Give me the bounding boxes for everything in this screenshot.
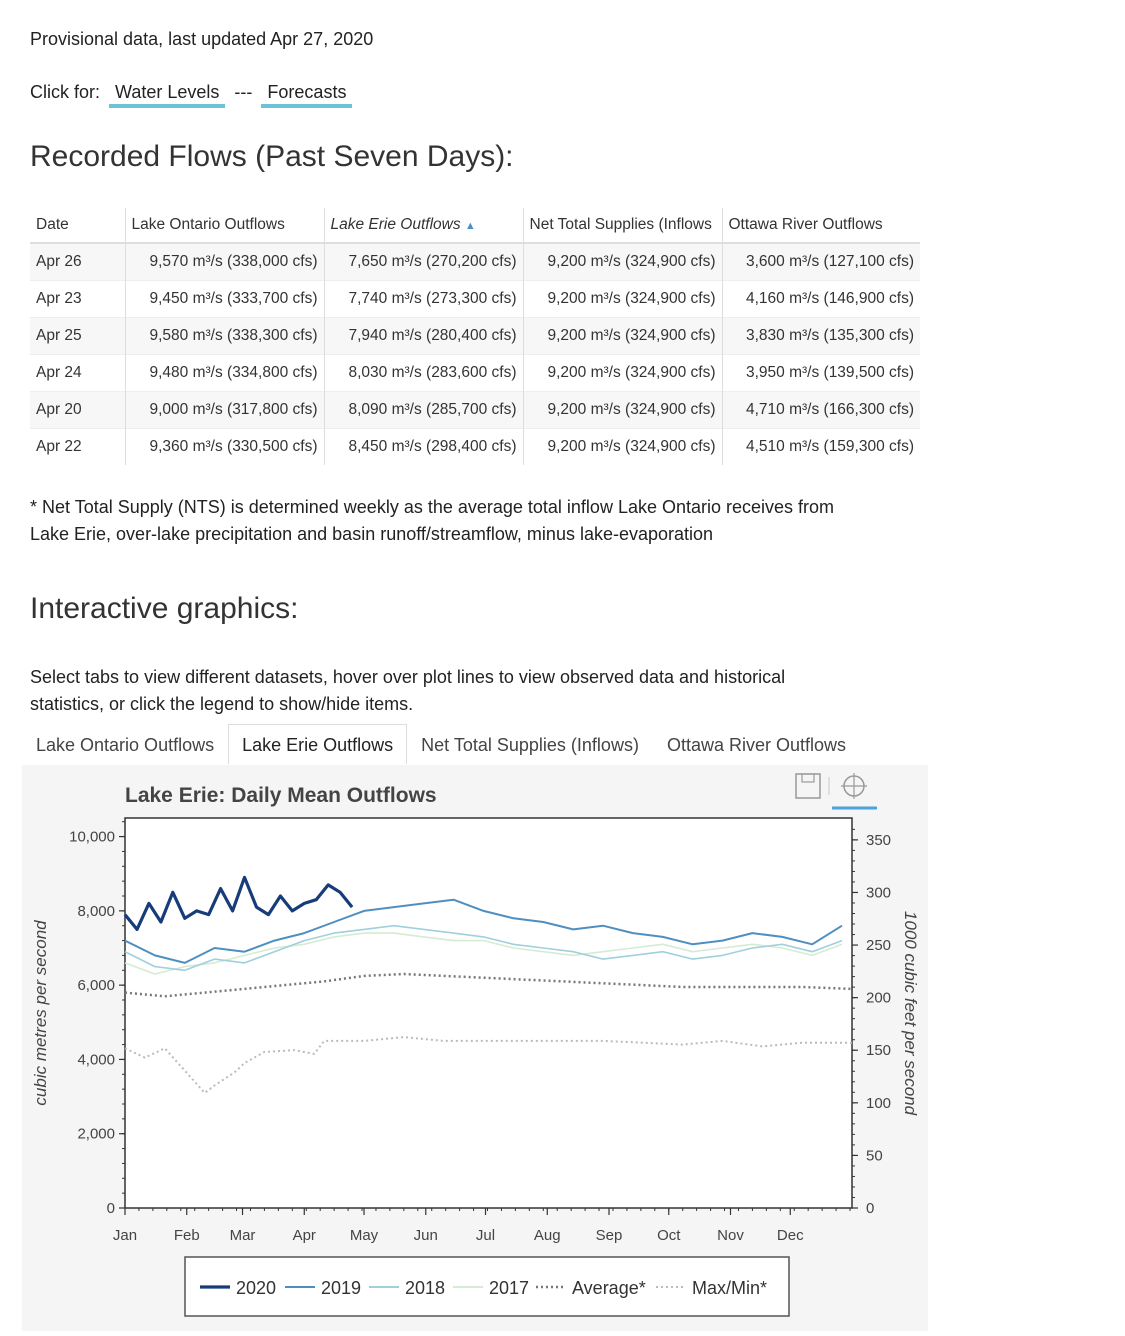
cell-erie: 7,940 m³/s (280,400 cfs) <box>324 318 523 355</box>
chart-panel <box>22 765 928 1331</box>
table-row <box>30 281 920 318</box>
cell-ottawa: 4,710 m³/s (166,300 cfs) <box>722 392 920 429</box>
recorded-flows-title: Recorded Flows (Past Seven Days): <box>30 140 514 173</box>
graphics-description-line1: Select tabs to view different datasets, hover over plot lines to view observed data and historical <box>30 667 786 687</box>
tab-lake-erie-outflows[interactable]: Lake Erie Outflows <box>228 724 407 764</box>
col-header-date[interactable]: Date <box>30 208 125 243</box>
x-tick-label: Aug <box>533 1227 561 1244</box>
table-row <box>30 355 920 392</box>
cell-date: Apr 26 <box>30 243 125 281</box>
y2-tick-label: 50 <box>866 1147 883 1165</box>
dataset-tabs <box>22 724 860 764</box>
x-tick-label: Mar <box>229 1227 256 1244</box>
cell-erie: 7,740 m³/s (273,300 cfs) <box>324 281 523 318</box>
y2-tick-label: 200 <box>866 989 892 1007</box>
col-header-erie-label: Lake Erie Outflows <box>330 216 461 233</box>
y2-tick-label: 0 <box>866 1200 875 1217</box>
cell-nts: 9,200 m³/s (324,900 cfs) <box>523 355 722 392</box>
x-tick-label: May <box>349 1227 379 1244</box>
tab-lake-ontario-outflows[interactable]: Lake Ontario Outflows <box>36 735 215 755</box>
cell-ontario: 9,360 m³/s (330,500 cfs) <box>125 429 324 466</box>
y2-tick-label: 150 <box>866 1042 892 1060</box>
cell-date: Apr 24 <box>30 355 125 392</box>
cell-date: Apr 23 <box>30 281 125 318</box>
plot-area[interactable] <box>125 818 852 1208</box>
x-tick-label: Sep <box>595 1227 623 1244</box>
y-tick-label: 8,000 <box>77 902 115 920</box>
outflow-chart[interactable] <box>22 765 928 1331</box>
table-row <box>30 318 920 355</box>
cell-ottawa: 4,510 m³/s (159,300 cfs) <box>722 429 920 466</box>
cell-ottawa: 3,600 m³/s (127,100 cfs) <box>722 243 920 281</box>
cell-nts: 9,200 m³/s (324,900 cfs) <box>523 243 722 281</box>
chart-title: Lake Erie: Daily Mean Outflows <box>125 784 437 807</box>
flows-table-wrapper[interactable] <box>30 208 920 474</box>
cell-date: Apr 20 <box>30 392 125 429</box>
nts-footnote-line2: Lake Erie, over-lake precipitation and basin runoff/streamflow, minus lake-evaporation <box>30 524 714 544</box>
legend-item[interactable]: Max/Min* <box>692 1278 768 1298</box>
link-separator: --- <box>234 82 253 102</box>
provisional-note: Provisional data, last updated Apr 27, 2020 <box>30 29 374 49</box>
legend-item[interactable]: 2019 <box>321 1278 362 1298</box>
col-header-nts[interactable]: Net Total Supplies (Inflows <box>523 208 722 243</box>
cell-ontario: 9,480 m³/s (334,800 cfs) <box>125 355 324 392</box>
cell-ontario: 9,580 m³/s (338,300 cfs) <box>125 318 324 355</box>
legend-item[interactable]: 2017 <box>489 1278 530 1298</box>
y-tick-label: 2,000 <box>77 1125 115 1143</box>
crosshair-icon[interactable] <box>841 773 867 799</box>
y2-axis-label: 1000 cubic feet per second <box>901 910 920 1116</box>
legend-item[interactable]: 2020 <box>236 1278 277 1298</box>
cell-ottawa: 3,830 m³/s (135,300 cfs) <box>722 318 920 355</box>
cell-ontario: 9,450 m³/s (333,700 cfs) <box>125 281 324 318</box>
legend-item[interactable]: Average* <box>572 1278 646 1298</box>
y-axis-label: cubic metres per second <box>31 920 50 1106</box>
x-tick-label: Jun <box>413 1227 438 1244</box>
y2-tick-label: 300 <box>866 884 892 902</box>
x-tick-label: Jan <box>112 1227 138 1244</box>
x-tick-label: Oct <box>657 1227 681 1244</box>
x-tick-label: Dec <box>776 1227 804 1244</box>
y-tick-label: 6,000 <box>77 977 115 995</box>
col-header-ontario[interactable]: Lake Ontario Outflows <box>125 208 324 243</box>
click-for-row <box>30 82 352 103</box>
cell-date: Apr 25 <box>30 318 125 355</box>
tab-ottawa-river-outflows[interactable]: Ottawa River Outflows <box>666 735 847 755</box>
nts-footnote-line1: * Net Total Supply (NTS) is determined weekly as the average total inflow Lake Ontario receives from <box>30 497 835 517</box>
cell-date: Apr 22 <box>30 429 125 466</box>
y-tick-label: 4,000 <box>77 1051 115 1069</box>
y2-tick-label: 250 <box>866 937 892 955</box>
y-tick-label: 0 <box>106 1200 115 1217</box>
table-row <box>30 429 920 466</box>
water-levels-link[interactable]: Water Levels <box>109 82 225 108</box>
col-header-erie[interactable] <box>324 208 523 243</box>
graphics-description-line2: statistics, or click the legend to show/hide items. <box>30 694 414 714</box>
cell-erie: 8,090 m³/s (285,700 cfs) <box>324 392 523 429</box>
click-for-label: Click for: <box>30 82 101 102</box>
x-tick-label: Nov <box>717 1227 744 1244</box>
y2-tick-label: 350 <box>866 831 892 849</box>
y2-tick-label: 100 <box>866 1094 892 1112</box>
cell-nts: 9,200 m³/s (324,900 cfs) <box>523 392 722 429</box>
save-icon[interactable] <box>796 774 820 798</box>
graphics-description <box>30 664 785 718</box>
nts-footnote <box>30 494 834 548</box>
cell-nts: 9,200 m³/s (324,900 cfs) <box>523 429 722 466</box>
x-tick-label: Apr <box>292 1227 316 1244</box>
cell-erie: 7,650 m³/s (270,200 cfs) <box>324 243 523 281</box>
flows-table <box>30 208 920 465</box>
x-tick-label: Jul <box>475 1227 496 1244</box>
interactive-graphics-title: Interactive graphics: <box>30 592 299 625</box>
cell-erie: 8,030 m³/s (283,600 cfs) <box>324 355 523 392</box>
legend-item[interactable]: 2018 <box>405 1278 446 1298</box>
cell-ontario: 9,000 m³/s (317,800 cfs) <box>125 392 324 429</box>
cell-ontario: 9,570 m³/s (338,000 cfs) <box>125 243 324 281</box>
cell-erie: 8,450 m³/s (298,400 cfs) <box>324 429 523 466</box>
table-row <box>30 243 920 281</box>
cell-nts: 9,200 m³/s (324,900 cfs) <box>523 281 722 318</box>
y-tick-label: 10,000 <box>69 828 115 846</box>
cell-ottawa: 4,160 m³/s (146,900 cfs) <box>722 281 920 318</box>
tab-net-total-supplies[interactable]: Net Total Supplies (Inflows) <box>421 735 639 755</box>
table-header-row <box>30 208 920 243</box>
forecasts-link[interactable]: Forecasts <box>261 82 352 108</box>
cell-ottawa: 3,950 m³/s (139,500 cfs) <box>722 355 920 392</box>
cell-nts: 9,200 m³/s (324,900 cfs) <box>523 318 722 355</box>
table-row <box>30 392 920 429</box>
x-tick-label: Feb <box>173 1227 200 1244</box>
sort-ascending-icon: ▲ <box>464 220 476 232</box>
col-header-ottawa[interactable]: Ottawa River Outflows <box>722 208 920 243</box>
